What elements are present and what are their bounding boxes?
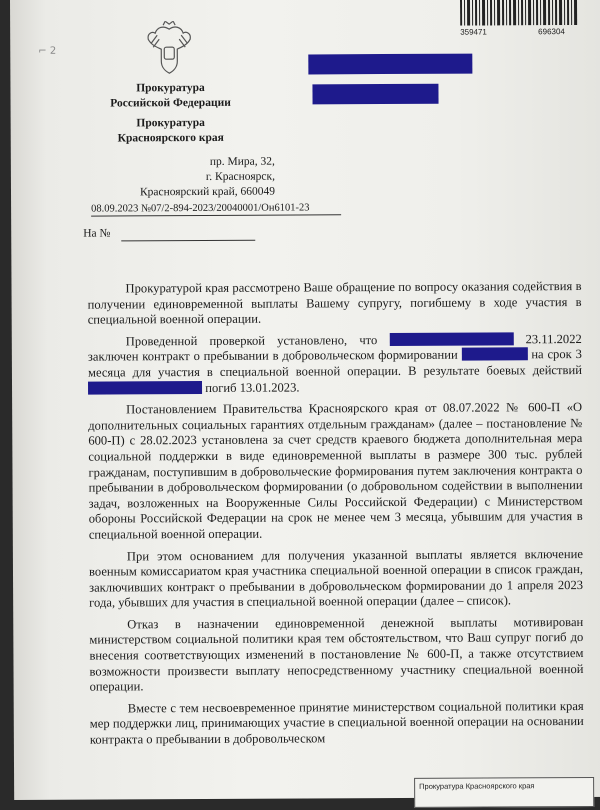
paragraph-2-a: Проведенной проверкой установлено, что	[125, 332, 378, 349]
org-russia-line2: Российской Федерации	[110, 96, 231, 110]
address-block	[35, 155, 275, 201]
barcode-number-left: 359471	[460, 27, 487, 37]
letter-body	[87, 279, 583, 748]
address-line3: Красноярский край, 660049	[139, 185, 276, 199]
paragraph-2-date: 23.11.2022	[525, 331, 582, 347]
redacted-name-1	[389, 332, 513, 346]
paragraph-3: Постановлением Правительства Красноярского края от 08.07.2022 № 600-П «О дополнительных социальных гарантиях отдельным гражданам» (далее – постановление № 600-П) с 28.02.2023 установлена за счет средств краевого бюджета дополнительная мера социальной поддержки в виде единовременной выплаты в размере 300 тыс. рублей гражданам, поступившим в добровольческие формирования путем заключения контракта о пребывании в добровольческом формировании (о добровольном содействии в выполнении задач, возложенных на Вооруженные Силы Российской Федерации) с Министерством обороны Российской Федерации на срок не менее чем 3 месяца, убывшим для участия в специальной военной операции.	[88, 400, 583, 542]
stamp-text: Прокуратура Красноярского края	[419, 781, 535, 791]
redacted-name-2	[88, 381, 202, 395]
letter-page	[10, 0, 600, 800]
incoming-reference	[83, 227, 255, 242]
redacted-unit	[461, 348, 527, 361]
outgoing-reference	[91, 201, 341, 216]
paragraph-2	[88, 332, 582, 397]
registration-stamp	[414, 777, 594, 808]
barcode-icon	[460, 0, 580, 26]
redacted-addressee-line2	[312, 84, 438, 105]
org-krasnoyarsk-line2: Красноярского края	[117, 131, 224, 145]
paragraph-4: При этом основанием для получения указанной выплаты является включение военным комиссариатом края участника специальной военной операции в список граждан, заключивших контракт о пребывании в добровольческом формировании до 1 апреля 2023 года, убывших для участия в специальной военной операции (далее – список).	[88, 546, 584, 610]
paragraph-2-c: на срок 3 месяца для участия в специальной военной операции. В результате боевых действий	[87, 347, 582, 380]
barcode-number-right: 696304	[538, 27, 565, 37]
paragraph-6: Вместе с тем несвоевременное принятие министерством социальной политики края мер поддержки лиц, принимающих участие в специальной военной операции на основании контракта о пребывании в добровольческом	[89, 698, 584, 747]
incoming-number-blank	[121, 227, 255, 242]
pencil-mark: ⌐ 2	[38, 45, 57, 57]
redacted-addressee-line1	[308, 54, 472, 75]
paragraph-2-d: погиб 13.01.2023.	[205, 380, 300, 395]
org-krasnoyarsk-line1: Прокуратура	[136, 116, 205, 130]
paragraph-5: Отказ в назначении единовременной денежной выплаты мотивирован министерством социальной политики края тем обстоятельством, что Ваш супруг погиб до внесения соответствующих изменений в постановление № 600-П, а также отсутствием возможности произвести выплату непосредственному участнику специальной военной операции.	[89, 614, 584, 694]
org-russia-line1: Прокуратура	[136, 81, 205, 95]
address-line2: г. Красноярск,	[205, 170, 275, 183]
org-russia	[40, 80, 300, 111]
reference-number: 08.09.2023 №07/2-894-2023/20040001/Он6101-23	[91, 201, 341, 216]
paragraph-2-b: заключен контракт о пребывании в добровольческом формировании	[87, 348, 458, 364]
coat-of-arms-icon	[143, 21, 195, 75]
org-krasnoyarsk	[41, 115, 301, 146]
paragraph-1: Прокуратурой края рассмотрено Ваше обращение по вопросу оказания содействия в получении единовременной выплаты Вашему супругу, погибшему в ходе участия в специальной военной операции.	[87, 279, 582, 327]
na-label: На №	[83, 227, 111, 240]
address-line1: пр. Мира, 32,	[209, 155, 275, 168]
